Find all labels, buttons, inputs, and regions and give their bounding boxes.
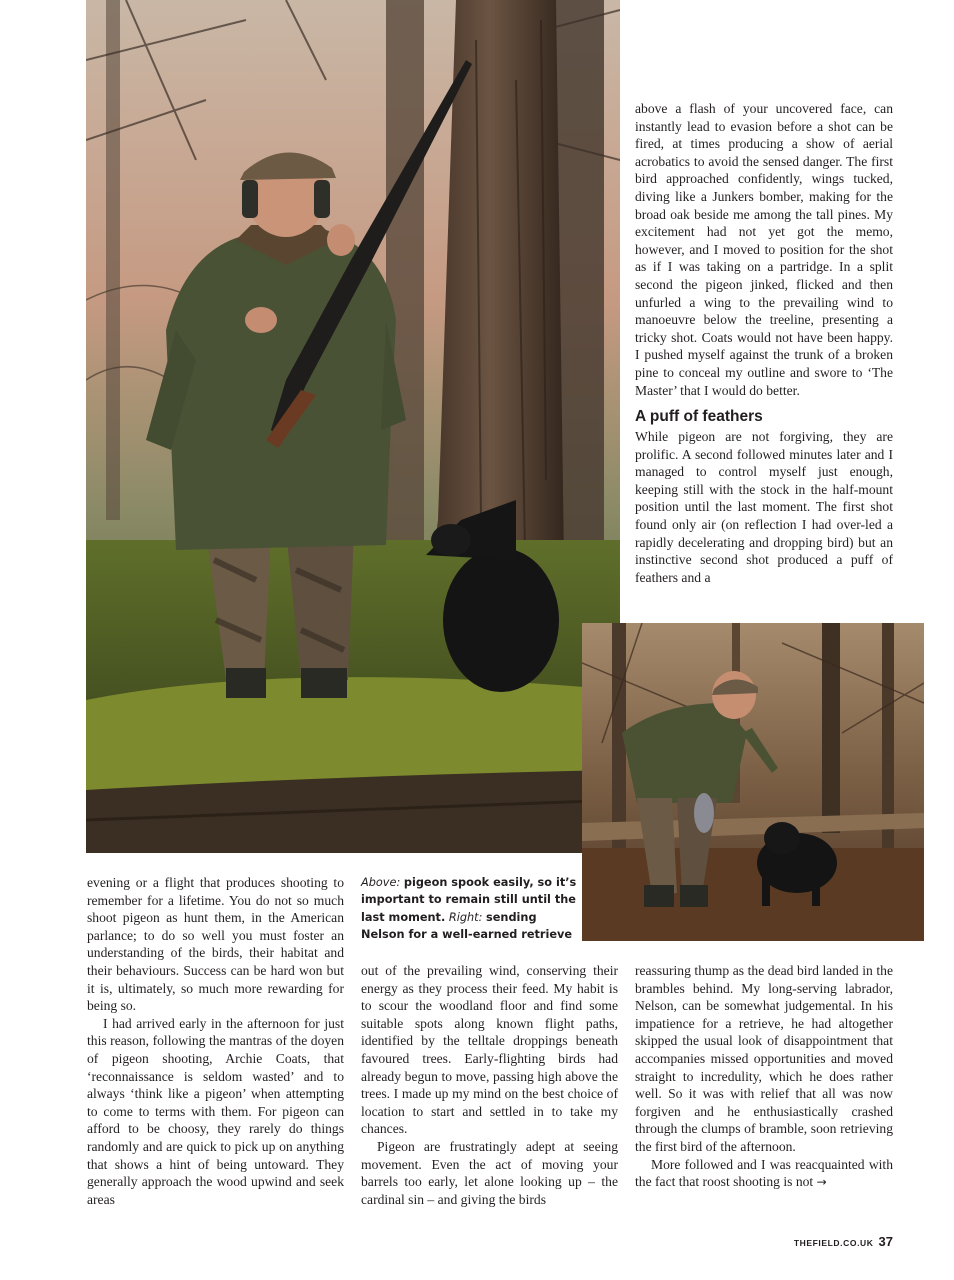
- paragraph-final: [635, 1156, 893, 1192]
- article-column-left: [87, 874, 344, 1208]
- page-folio: [794, 1233, 893, 1251]
- photo-caption: [361, 874, 579, 944]
- retrieve-illustration: [582, 623, 924, 941]
- paragraph-text: More followed and I was reacquainted with the fact that roost shooting is not: [635, 1156, 893, 1190]
- hunter-illustration: [86, 0, 620, 853]
- page-number: 37: [878, 1234, 893, 1249]
- right-photo-sending-dog-retrieve: [582, 623, 924, 941]
- paragraph: Pigeon are frustratingly adept at seeing movement. Even the act of moving your barrels too early, let alone looking up – the cardinal sin – and giving the birds: [361, 1138, 618, 1207]
- paragraph: out of the prevailing wind, conserving their energy as they process their feed. My habit is to scour the woodland floor and find some suitable spots along known flight paths, identified by the telltale droppings beneath favoured trees. Early-flighting birds had already begun to move, passing high above the trees. I made up my mind on the best choice of location to start and settled in to take my chances.: [361, 963, 618, 1137]
- continue-arrow-icon: →: [816, 1175, 827, 1190]
- site-url: THEFIELD.CO.UK: [793, 1238, 874, 1248]
- caption-label-above: Above:: [361, 876, 401, 889]
- caption-label-right: Right:: [448, 910, 483, 924]
- subheading-puff-of-feathers: A puff of feathers: [635, 408, 763, 426]
- paragraph: While pigeon are not forgiving, they are prolific. A second followed minutes later and I managed to control myself just enough, keeping still with the stock in the half-mount position until the last moment. The first shot found only air (on reflection I had over-led a rapidly decelerating and dropping bird) but an instinctive second shot produced a puff of feathers and a: [635, 429, 893, 585]
- paragraph: I had arrived early in the afternoon for just this reason, following the mantras of the doyen of pigeon shooting, Archie Coats, that ‘reconnaissance is seldom wasted’ and to always ‘think like a pigeon’ when attempting to come to terms with them. For pigeon can afford to be choosy, they rarely do things randomly and are quick to pick up on anything that shows a hint of being untoward. They generally approach the wood upwind and seek areas: [87, 1015, 344, 1207]
- main-photo-hunter-with-shotgun: [86, 0, 620, 853]
- article-column-middle: [361, 962, 618, 1208]
- article-column-right: [635, 962, 893, 1192]
- paragraph: reassuring thump as the dead bird landed in the brambles behind. My long-serving labrador, Nelson, can be somewhat judgemental. In his impatience for a retrieve, he had altogether skipped the usual look of disappointment that accompanies missed opportunities and moved straight to incredulity, which he does rather well. So it was with relief that all was now forgiven and he enthusiastically crashed through the clumps of bramble, soon retrieving the first bird of the afternoon.: [635, 963, 893, 1154]
- paragraph: above a flash of your uncovered face, can instantly lead to evasion before a shot can be fired, at times producing a show of aerial acrobatics to avoid the sensed danger. The first bird approached confidently, wings tucked, diving like a Junkers bomber, making for the broad oak beside me among the tall pines. My excitement had not yet got the memo, however, and I moved to position for the shot as if I was taking on a partridge. In a split second the pigeon jinked, flicked and then unfurled a wing to the prevailing wind to manoeuvre below the treeline, presenting a tricky shot. Coats would not have been happy. I pushed myself against the trunk of a broken pine to conceal my outline and swore to ‘The Master’ that I would do better.: [635, 101, 893, 398]
- caption-text-right: sending Nelson for a well-earned retrieve: [361, 910, 573, 942]
- caption-text-above: pigeon spook easily, so it’s important to remain still until the last moment.: [361, 876, 577, 924]
- article-column-top-right: [635, 100, 893, 586]
- paragraph: evening or a flight that produces shooting to remember for a lifetime. You do not so much shoot pigeon as hunt them, in the American parlance; to do so well you must foster an understanding of the birds, their habitat and their behaviours. Success can be hard won but it is, ultimately, so much more rewarding for being so.: [87, 875, 344, 1014]
